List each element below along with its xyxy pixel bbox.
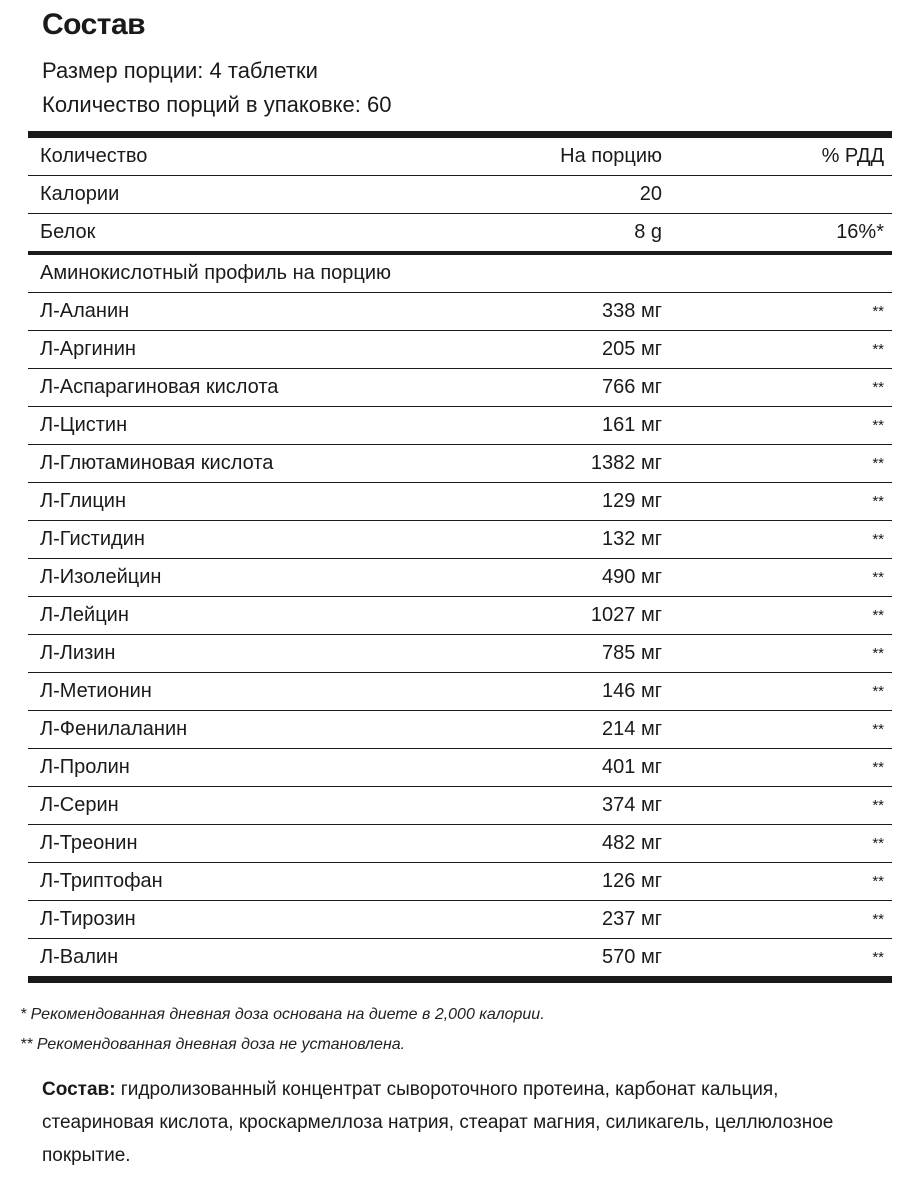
table-row: [28, 521, 892, 559]
amino-acid-name: Л-Гистидин: [40, 528, 145, 550]
column-header-per-serving: На порцию: [560, 145, 662, 167]
table-row: [28, 407, 892, 445]
table-row: [28, 635, 892, 673]
amino-acid-rdd: **: [872, 303, 884, 320]
protein-label: Белок: [40, 221, 96, 243]
amino-acid-amount: 482 мг: [602, 832, 662, 854]
amino-acid-rdd: **: [872, 607, 884, 624]
nutrition-table: [28, 131, 892, 983]
amino-acid-rdd: **: [872, 835, 884, 852]
calories-value: 20: [639, 183, 662, 205]
amino-acid-amount: 132 мг: [602, 528, 662, 550]
table-row: [28, 749, 892, 787]
table-top-rule: [28, 131, 892, 138]
amino-acid-name: Л-Фенилаланин: [40, 718, 188, 740]
amino-acid-list: [28, 293, 892, 976]
composition-text: гидролизованный концентрат сывороточного протеина, карбонат кальция, стеариновая кислота, кроскармеллоза натрия, стеарат магния, силикагель, целлюлозное покрытие.: [42, 1079, 834, 1166]
amino-acid-rdd: **: [872, 569, 884, 586]
table-row: [28, 597, 892, 635]
table-row: [28, 673, 892, 711]
table-row: [28, 293, 892, 331]
amino-acid-name: Л-Пролин: [40, 756, 130, 778]
amino-acid-amount: 146 мг: [602, 680, 662, 702]
amino-acid-name: Л-Лизин: [40, 642, 116, 664]
table-row: [28, 939, 892, 976]
amino-acid-amount: 570 мг: [602, 946, 662, 968]
amino-acid-name: Л-Аспарагиновая кислота: [40, 376, 279, 398]
amino-acid-amount: 237 мг: [602, 908, 662, 930]
amino-acid-rdd: **: [872, 759, 884, 776]
amino-acid-rdd: **: [872, 341, 884, 358]
amino-acid-rdd: **: [872, 683, 884, 700]
amino-acid-name: Л-Глицин: [40, 490, 127, 512]
footnote-single-asterisk: * Рекомендованная дневная доза основана на диете в 2,000 калории.: [20, 1006, 545, 1023]
table-row: [28, 483, 892, 521]
amino-acid-rdd: **: [872, 797, 884, 814]
column-header-rdd: % РДД: [821, 145, 884, 167]
table-row: [28, 369, 892, 407]
amino-acid-rdd: **: [872, 455, 884, 472]
amino-acid-rdd: **: [872, 417, 884, 434]
table-row: [28, 445, 892, 483]
amino-acid-name: Л-Изолейцин: [40, 566, 162, 588]
amino-acid-rdd: **: [872, 873, 884, 890]
table-row: [28, 901, 892, 939]
amino-acid-amount: 161 мг: [602, 414, 662, 436]
amino-acid-amount: 205 мг: [602, 338, 662, 360]
amino-acid-name: Л-Аланин: [40, 300, 130, 322]
amino-profile-heading-row: [28, 255, 892, 293]
protein-value: 8 g: [634, 221, 662, 243]
table-row: [28, 787, 892, 825]
amino-acid-amount: 374 мг: [602, 794, 662, 816]
footnote-double-asterisk: ** Рекомендованная дневная доза не установлена.: [20, 1036, 406, 1053]
calories-row: [28, 176, 892, 214]
table-row: [28, 711, 892, 749]
amino-acid-name: Л-Серин: [40, 794, 119, 816]
table-bottom-rule: [28, 976, 892, 983]
servings-per-pack: Количество порций в упаковке: 60: [42, 92, 392, 117]
table-row: [28, 825, 892, 863]
amino-acid-amount: 766 мг: [602, 376, 662, 398]
amino-acid-name: Л-Аргинин: [40, 338, 136, 360]
amino-acid-rdd: **: [872, 949, 884, 966]
composition-label: Состав:: [42, 1079, 116, 1100]
serving-size: Размер порции: 4 таблетки: [42, 58, 318, 83]
amino-acid-rdd: **: [872, 721, 884, 738]
column-header-amount: Количество: [40, 145, 148, 167]
amino-acid-name: Л-Тирозин: [40, 908, 136, 930]
amino-acid-amount: 214 мг: [602, 718, 662, 740]
composition-paragraph: [42, 1073, 882, 1172]
amino-acid-amount: 129 мг: [602, 490, 662, 512]
amino-acid-rdd: **: [872, 645, 884, 662]
amino-acid-amount: 785 мг: [602, 642, 662, 664]
page-title: Состав: [42, 8, 146, 41]
amino-acid-name: Л-Глютаминовая кислота: [40, 452, 274, 474]
amino-profile-heading: Аминокислотный профиль на порцию: [40, 262, 392, 284]
amino-acid-amount: 126 мг: [602, 870, 662, 892]
amino-acid-name: Л-Цистин: [40, 414, 128, 436]
protein-row: [28, 214, 892, 251]
table-row: [28, 559, 892, 597]
column-header-row: [28, 138, 892, 176]
amino-acid-amount: 338 мг: [602, 300, 662, 322]
amino-acid-rdd: **: [872, 531, 884, 548]
amino-acid-rdd: **: [872, 379, 884, 396]
amino-acid-name: Л-Метионин: [40, 680, 152, 702]
amino-acid-rdd: **: [872, 911, 884, 928]
protein-rdd: 16%*: [836, 221, 884, 243]
amino-acid-name: Л-Лейцин: [40, 604, 129, 626]
table-row: [28, 331, 892, 369]
amino-acid-amount: 401 мг: [602, 756, 662, 778]
amino-acid-name: Л-Валин: [40, 946, 119, 968]
calories-label: Калории: [40, 183, 120, 205]
amino-acid-name: Л-Триптофан: [40, 870, 163, 892]
amino-acid-rdd: **: [872, 493, 884, 510]
amino-acid-name: Л-Треонин: [40, 832, 138, 854]
amino-acid-amount: 490 мг: [602, 566, 662, 588]
amino-acid-amount: 1382 мг: [590, 452, 662, 474]
amino-acid-amount: 1027 мг: [590, 604, 662, 626]
table-row: [28, 863, 892, 901]
